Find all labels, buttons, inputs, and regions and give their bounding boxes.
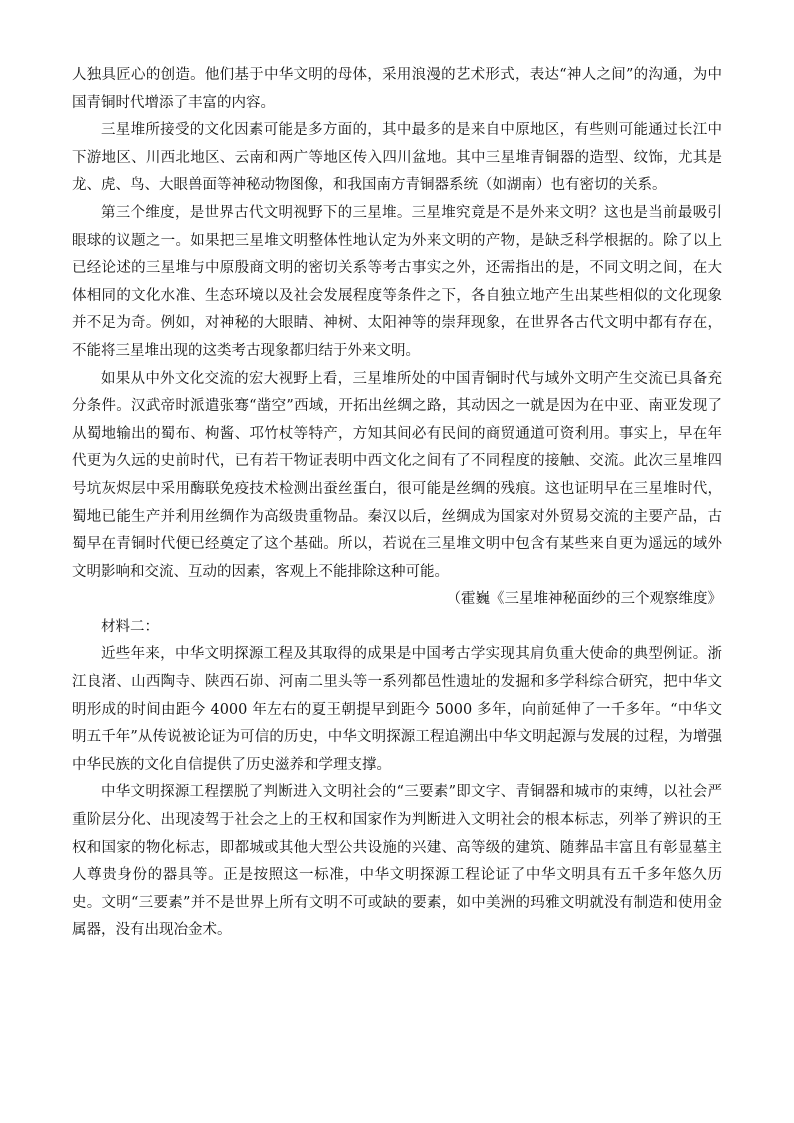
paragraph-continued: 人独具匠心的创造。他们基于中华文明的母体，采用浪漫的艺术形式，表达“神人之间”的沟通，为中国青铜时代增添了丰富的内容。 bbox=[72, 67, 722, 111]
document-body bbox=[72, 62, 722, 945]
paragraph: 如果从中外文化交流的宏大视野上看，三星堆所处的中国青铜时代与域外文明产生交流已具备充分条件。汉武帝时派遣张骞“凿空”西域，开拓出丝绸之路，其动因之一就是因为在中亚、南亚发现了从蜀地输出的蜀布、枸酱、邛竹杖等特产，方知其间必有民间的商贸通道可资利用。事实上，早在年代更为久远的史前时代，已有若干物证表明中西文化之间有了不同程度的接触、交流。此次三星堆四号坑灰烬层中采用酶联免疫技术检测出蚕丝蛋白，很可能是丝绸的残痕。这也证明早在三星堆时代，蜀地已能生产并利用丝绸作为高级贵重物品。秦汉以后，丝绸成为国家对外贸易交流的主要产品，古蜀早在青铜时代便已经奠定了这个基础。所以，若说在三星堆文明中包含有某些来自更为遥远的域外文明影响和交流、互动的因素，客观上不能排除这种可能。 bbox=[72, 370, 722, 580]
paragraph: 三星堆所接受的文化因素可能是多方面的，其中最多的是来自中原地区，有些则可能通过长江中下游地区、川西北地区、云南和两广等地区传入四川盆地。其中三星堆青铜器的造型、纹饰，尤其是龙、虎、鸟、大眼兽面等神秘动物图像，和我国南方青铜器系统（如湖南）也有密切的关系。 bbox=[72, 122, 722, 194]
paragraph: 中华文明探源工程摆脱了判断进入文明社会的“三要素”即文字、青铜器和城市的束缚，以社会严重阶层分化、出现凌驾于社会之上的王权和国家作为判断进入文明社会的根本标志，列举了辨识的王权和国家的物化标志，即都城或其他大型公共设施的兴建、高等级的建筑、随葬品丰富且有彰显墓主人尊贵身份的器具等。正是按照这一标准，中华文明探源工程论证了中华文明具有五千多年悠久历史。文明“三要素”并不是世界上所有文明不可或缺的要素，如中美洲的玛雅文明就没有制造和使用金属器，没有出现冶金术。 bbox=[72, 784, 722, 939]
source-citation: （霍巍《三星堆神秘面纱的三个观察维度》 bbox=[446, 591, 722, 608]
paragraph: 近些年来，中华文明探源工程及其取得的成果是中国考古学实现其肩负重大使命的典型例证。浙江良渚、山西陶寺、陕西石峁、河南二里头等一系列都邑性遗址的发掘和多学科综合研究，把中华文明形成的时间由距今 4000 年左右的夏王朝提早到距今 5000 多年，向前延伸了一千多年。“中华文明五千年”从传说被论证为可信的历史，中华文明探源工程追溯出中华文明起源与发展的过程，为增强中华民族的文化自信提供了历史滋养和学理支撑。 bbox=[72, 646, 722, 773]
paragraph: 第三个维度，是世界古代文明视野下的三星堆。三星堆究竟是不是外来文明？这也是当前最吸引眼球的议题之一。如果把三星堆文明整体性地认定为外来文明的产物，是缺乏科学根据的。除了以上已经论述的三星堆与中原殷商文明的密切关系等考古事实之外，还需指出的是，不同文明之间，在大体相同的文化水准、生态环境以及社会发展程度等条件之下，各自独立地产生出某些相似的文化现象并不足为奇。例如，对神秘的大眼睛、神树、太阳神等的崇拜现象，在世界各古代文明中都有存在，不能将三星堆出现的这类考古现象都归结于外来文明。 bbox=[72, 204, 722, 359]
material-label: 材料二： bbox=[101, 618, 159, 635]
